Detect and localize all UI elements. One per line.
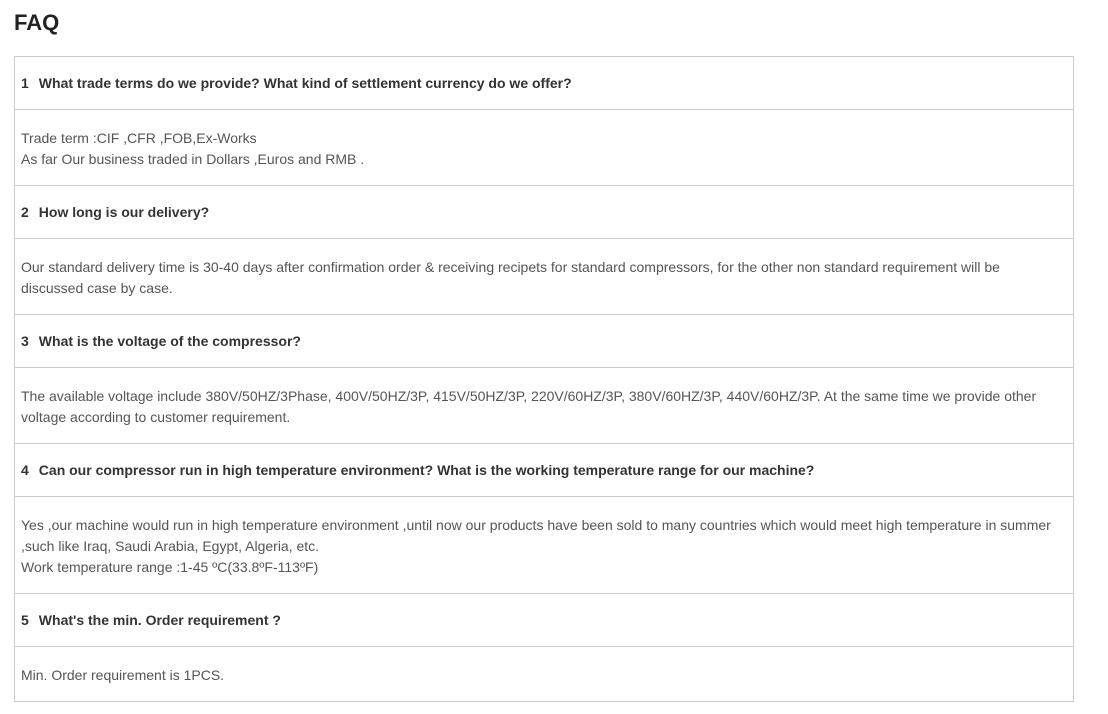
faq-item-5-question-row bbox=[15, 594, 1074, 647]
faq-question-number: 2 bbox=[21, 204, 29, 220]
faq-question-text: How long is our delivery? bbox=[38, 204, 210, 220]
faq-question bbox=[15, 315, 1074, 368]
faq-question-number: 5 bbox=[21, 612, 29, 628]
faq-item-5-answer-row bbox=[15, 647, 1074, 702]
faq-answer-line: Yes ,our machine would run in high temperature environment ,until now our products have been sold to many countries which would meet high temperature in summer ,such like Iraq, Saudi Arabia, Egypt, Algeria, etc. bbox=[21, 517, 1051, 554]
faq-answer bbox=[15, 647, 1074, 702]
faq-question-text: What is the voltage of the compressor? bbox=[38, 333, 301, 349]
faq-question-number: 4 bbox=[21, 462, 29, 478]
faq-item-2-question-row bbox=[15, 186, 1074, 239]
faq-question bbox=[15, 594, 1074, 647]
faq-question-text: What trade terms do we provide? What kind of settlement currency do we offer? bbox=[38, 75, 572, 91]
page-title: FAQ bbox=[14, 10, 60, 35]
faq-question-number: 1 bbox=[21, 75, 29, 91]
faq-question bbox=[15, 57, 1074, 110]
faq-item-4-answer-row bbox=[15, 497, 1074, 594]
faq-question-text: What's the min. Order requirement ? bbox=[38, 612, 281, 628]
faq-answer-line: Work temperature range :1-45 ºC(33.8ºF-113ºF) bbox=[21, 559, 319, 575]
faq-question-number: 3 bbox=[21, 333, 29, 349]
faq-answer bbox=[15, 110, 1074, 186]
faq-answer bbox=[15, 239, 1074, 315]
faq-question bbox=[15, 186, 1074, 239]
faq-answer bbox=[15, 368, 1074, 444]
faq-item-3-answer-row bbox=[15, 368, 1074, 444]
faq-item-1-question-row bbox=[15, 57, 1074, 110]
faq-question bbox=[15, 444, 1074, 497]
faq-question-text: Can our compressor run in high temperature environment? What is the working temperature range for our machine? bbox=[38, 462, 815, 478]
faq-item-4-question-row bbox=[15, 444, 1074, 497]
faq-answer-line: The available voltage include 380V/50HZ/3Phase, 400V/50HZ/3P, 415V/50HZ/3P, 220V/60HZ/3P, 380V/60HZ/3P, 440V/60HZ/3P. At the same time we provide other voltage according to customer requirement. bbox=[21, 388, 1037, 425]
faq-item-1-answer-row bbox=[15, 110, 1074, 186]
faq-item-3-question-row bbox=[15, 315, 1074, 368]
faq-answer-line: As far Our business traded in Dollars ,Euros and RMB . bbox=[21, 151, 365, 167]
faq-answer-line: Our standard delivery time is 30-40 days after confirmation order & receiving recipets for standard compressors, for the other non standard requirement will be discussed case by case. bbox=[21, 259, 1000, 296]
faq-table bbox=[14, 56, 1074, 702]
faq-item-2-answer-row bbox=[15, 239, 1074, 315]
faq-answer bbox=[15, 497, 1074, 594]
faq-answer-line: Min. Order requirement is 1PCS. bbox=[21, 667, 225, 683]
faq-answer-line: Trade term :CIF ,CFR ,FOB,Ex-Works bbox=[21, 130, 257, 146]
